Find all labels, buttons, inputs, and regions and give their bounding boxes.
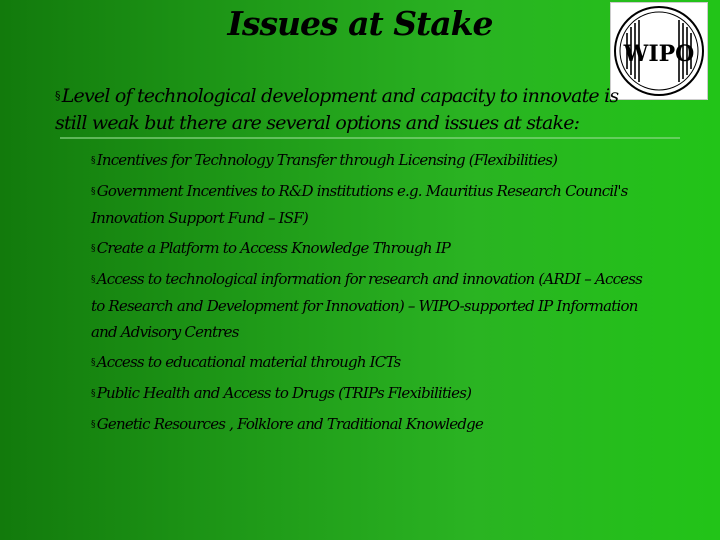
list-item: § Incentives for Technology Transfer through Licensing (Flexibilities) [91,147,655,174]
list-item: § Genetic Resources , Folklore and Traditional Knowledge [91,411,655,438]
bullet-icon: § [91,358,95,368]
list-item: § Public Health and Access to Drugs (TRIPs Flexibilities) [91,380,655,407]
list-item: § Create a Platform to Access Knowledge Through IP [91,235,655,262]
bullet-icon: § [91,156,95,166]
bullet-icon: § [91,389,95,399]
bullet-icon: § [91,420,95,430]
list-item: § Government Incentives to R&D institutions e.g. Mauritius Research Council's Innovation Support Fund – ISF) [91,178,655,231]
sub-point-list [91,147,655,438]
slide-title: Issues at Stake [227,4,493,43]
bullet-icon: § [91,275,95,285]
list-item: § Access to educational material through ICTs [91,349,655,376]
main-point-text: Level of technological development and capacity to innovate is still weak but there are several options and issues at stake: [55,85,619,134]
slide-body [55,82,655,442]
bullet-icon: § [91,187,95,197]
bullet-icon: § [55,89,60,102]
main-point [55,82,655,137]
list-item: § Access to technological information for research and innovation (ARDI – Access to Research and Development for Innovation) – WIPO-supported IP Information and Advisory Centres [91,266,655,345]
svg-text:WIPO: WIPO [623,41,695,67]
bullet-icon: § [91,244,95,254]
